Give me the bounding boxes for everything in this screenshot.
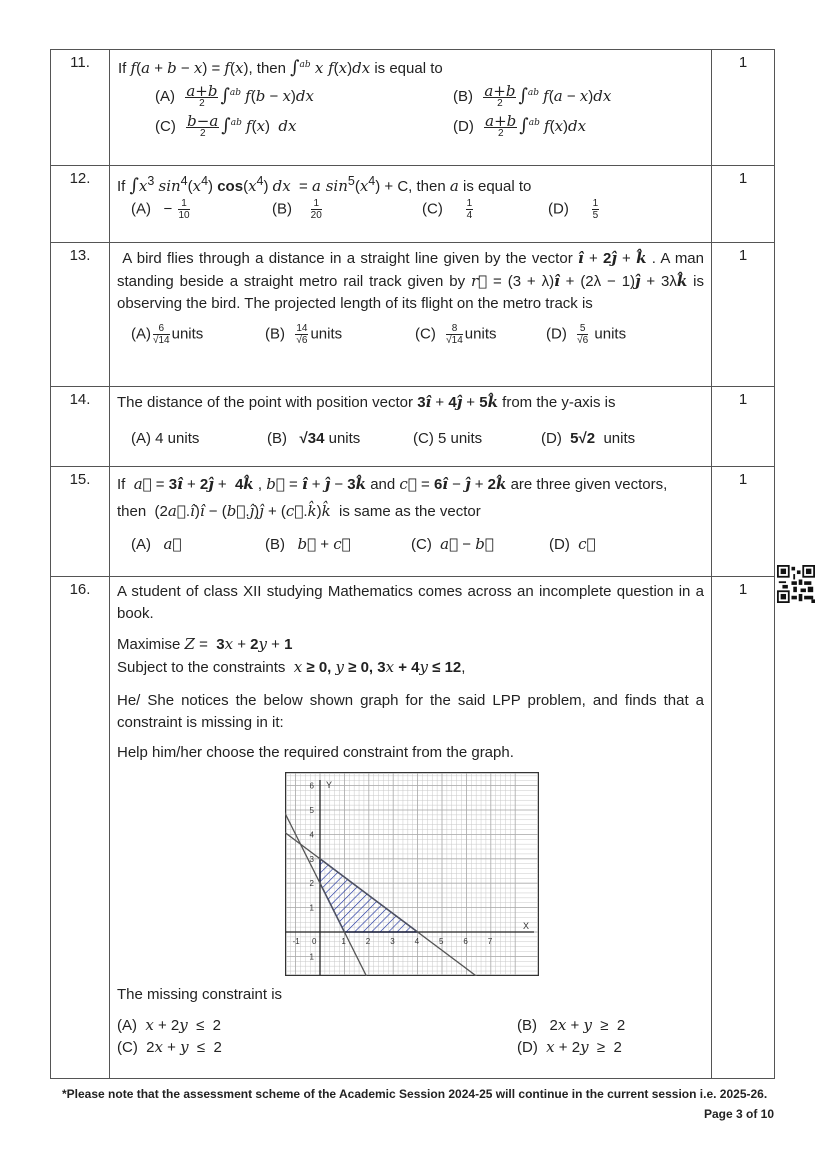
question-body-12: If $\int x^3$ $\sin^4(x^4)$ $\cos(x^4)$ dx = a $\sin^5(x^4) + C$, then a is equal to (A) − $\frac{1}{10}$ (B) $\frac{1}{20}$ (C) $\frac{1}{4}$ (D) $\frac{1}{5}$ bbox=[110, 166, 712, 243]
question-row-12 bbox=[51, 166, 775, 243]
question-body-11: If f(a + b − x) = f(x), then ∫$^{ab}$ x f(x)dx is equal to (A) $\frac{a+b}{2}$ ∫$^{ab}$ f(b − x)dx (B) $\frac{a+b}{2}$ ∫$^{ab}$ f(a − x)dx (C) $\frac{b-a}{2}$ ∫$^{ab}$ f(x) dx (D) $\frac{a+b}{2}$ ∫$^{ab}$ f(x)dx bbox=[110, 50, 712, 166]
question-number: 11. bbox=[51, 50, 110, 166]
option-a: (A) x + 2y ≤ 2 bbox=[117, 1016, 221, 1034]
question-number: 15. bbox=[51, 467, 110, 577]
option-d: (D) 5√2 units bbox=[541, 430, 636, 447]
option-a: (A) 4 units bbox=[131, 430, 200, 447]
page-footer bbox=[62, 1084, 774, 1121]
question-row-14 bbox=[51, 387, 775, 467]
x-axis-label: X bbox=[523, 921, 530, 931]
option-d: (D) x + 2y ≥ 2 bbox=[517, 1038, 622, 1056]
option-a: (A) $\frac{a+b}{2}$ ∫$^{ab}$ f(b − x)dx bbox=[155, 81, 314, 109]
question-mark: 1 bbox=[712, 243, 775, 387]
x-tick-label: 0 bbox=[312, 937, 317, 946]
option-b: (B) $\frac{1}{20}$ bbox=[272, 198, 322, 221]
option-d: (D) $\frac{a+b}{2}$ ∫$^{ab}$ f(x)dx bbox=[453, 111, 587, 139]
option-b: (B) b⃗ + c⃗ bbox=[265, 535, 351, 553]
y-axis-label: Y bbox=[326, 780, 333, 790]
question-body-16: A student of class XII studying Mathematics comes across an incomplete question in a book. Maximise Z = 3x + 2y + 1 Subject to the constraints x ≥ 0, y ≥ 0, 3x + 4y ≤ 12, He/ She notices the below shown graph for the said LPP problem, and finds that a constraint is missing in it: Help him/her choose the required constraint from the graph. -1 0 1 2 3 4 5 6 7 6 5 4 3 2 1 1 X Y The missing constraint is (A) x + 2y ≤ 2 (B) 2x + y ≥ 2 (C) 2x + y ≤ 2 (D) x + 2y ≥ 2 bbox=[110, 577, 712, 1079]
question-number: 13. bbox=[51, 243, 110, 387]
option-d: (D) $\frac{1}{5}$ bbox=[548, 198, 599, 221]
question-mark: 1 bbox=[712, 166, 775, 243]
question-body-14: The distance of the point with position vector 3î + 4ĵ + 5k̂ from the y-axis is (A) 4 units (B) √34 units (C) 5 units (D) 5√2 units bbox=[110, 387, 712, 467]
page-number: Page 3 of 10 bbox=[703, 1107, 774, 1121]
x-tick-label: 2 bbox=[365, 937, 371, 946]
y-tick-label: 4 bbox=[309, 830, 314, 840]
y-tick-label: 6 bbox=[309, 781, 314, 791]
option-d: (D) c⃗ bbox=[549, 535, 596, 553]
y-tick-label: 1 bbox=[309, 903, 314, 913]
option-b: (B) $\frac{14}{√6}$ units bbox=[265, 323, 343, 346]
option-b: (B) $\frac{a+b}{2}$ ∫$^{ab}$ f(a − x)dx bbox=[453, 81, 612, 109]
x-tick-label: 4 bbox=[414, 937, 420, 946]
question-number: 12. bbox=[51, 166, 110, 243]
question-mark: 1 bbox=[712, 50, 775, 166]
footer-note: *Please note that the assessment scheme of the Academic Session 2024-25 will continue in the current session i.e. 2025-26. bbox=[62, 1087, 768, 1101]
option-c: (C) 2x + y ≤ 2 bbox=[117, 1038, 222, 1056]
lpp-graph bbox=[285, 772, 539, 976]
y-tick-label: 3 bbox=[309, 854, 314, 864]
option-c: (C) $\frac{b-a}{2}$ ∫$^{ab}$ f(x) dx bbox=[155, 111, 297, 139]
question-body-13: A bird flies through a distance in a straight line given by the vector î + 2ĵ + k̂ . A man standing beside a straight metro rail track given by r⃗ = (3 + λ)î + (2λ − 1)ĵ + 3λk̂ is observing the bird. The projected length of its flight on the metro track is (A) $\frac{6}{√14}$ units (B) $\frac{14}{√6}$ units (C) $\frac{8}{√14}$ units (D) $\frac{5}{√6}$ units bbox=[110, 243, 712, 387]
option-d: (D) $\frac{5}{√6}$ units bbox=[546, 323, 627, 346]
option-c: (C) 5 units bbox=[413, 430, 483, 447]
question-row-16 bbox=[51, 577, 775, 1079]
y-tick-label: 1 bbox=[309, 952, 314, 962]
option-c: (C) a⃗ − b⃗ bbox=[411, 535, 494, 553]
question-table bbox=[50, 49, 775, 1079]
option-c: (C) $\frac{1}{4}$ bbox=[422, 198, 473, 221]
x-tick-label: 5 bbox=[439, 937, 444, 946]
x-tick-label: -1 bbox=[292, 937, 300, 946]
x-tick-label: 6 bbox=[463, 937, 468, 946]
option-b: (B) √34 units bbox=[267, 430, 361, 447]
y-tick-label: 2 bbox=[309, 879, 314, 889]
option-c: (C) $\frac{8}{√14}$ units bbox=[415, 323, 497, 346]
question-body-15: If a⃗ = 3î + 2ĵ + 4k̂ , b⃗ = î + ĵ − 3k̂ and c⃗ = 6î − ĵ + 2k̂ are three given vectors, then (2a⃗.î)î − (b⃗.ĵ)ĵ + (c⃗.k̂)k̂ is same as the vector (A) a⃗ (B) b⃗ + c⃗ (C) a⃗ − b⃗ (D) c⃗ bbox=[110, 467, 712, 577]
option-b: (B) 2x + y ≥ 2 bbox=[517, 1016, 626, 1034]
question-mark: 1 bbox=[712, 577, 775, 1079]
question-row-11 bbox=[51, 50, 775, 166]
y-tick-label: 5 bbox=[309, 806, 314, 815]
option-a: (A) a⃗ bbox=[131, 535, 182, 553]
question-number: 16. bbox=[51, 577, 110, 1079]
qr-code bbox=[777, 565, 815, 603]
question-number: 14. bbox=[51, 387, 110, 467]
question-mark: 1 bbox=[712, 387, 775, 467]
question-row-15 bbox=[51, 467, 775, 577]
question-row-13 bbox=[51, 243, 775, 387]
option-a: (A) $\frac{6}{√14}$ units bbox=[131, 323, 204, 346]
question-mark: 1 bbox=[712, 467, 775, 577]
x-tick-label: 3 bbox=[390, 937, 395, 946]
x-tick-label: 1 bbox=[341, 937, 346, 946]
x-tick-label: 7 bbox=[487, 937, 493, 946]
option-a: (A) − $\frac{1}{10}$ bbox=[131, 198, 190, 221]
